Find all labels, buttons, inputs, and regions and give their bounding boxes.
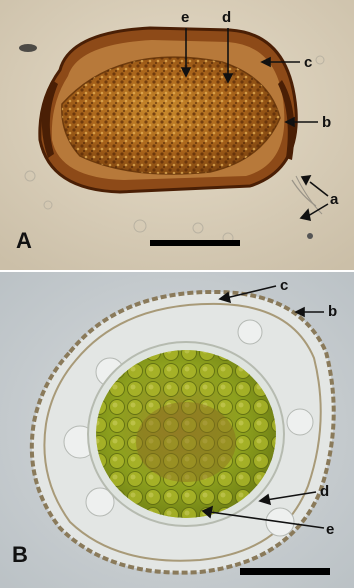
callout-d: d	[320, 483, 330, 500]
panel-label-b: B	[12, 542, 28, 567]
micrograph-panel-b	[0, 272, 354, 588]
callout-d: d	[222, 9, 232, 26]
callout-b: b	[322, 114, 332, 131]
callout-e: e	[326, 521, 335, 538]
callout-c: c	[280, 277, 289, 294]
callout-e: e	[181, 9, 190, 26]
micrograph-b-image	[0, 272, 354, 588]
micrograph-a-image	[0, 0, 354, 270]
micrograph-panel-a	[0, 0, 354, 270]
scale-bar-b	[240, 568, 330, 575]
callout-b: b	[328, 303, 338, 320]
panel-label-a: A	[16, 228, 32, 253]
callout-a: a	[330, 191, 339, 208]
scale-bar-a	[150, 240, 240, 246]
callout-c: c	[304, 54, 313, 71]
